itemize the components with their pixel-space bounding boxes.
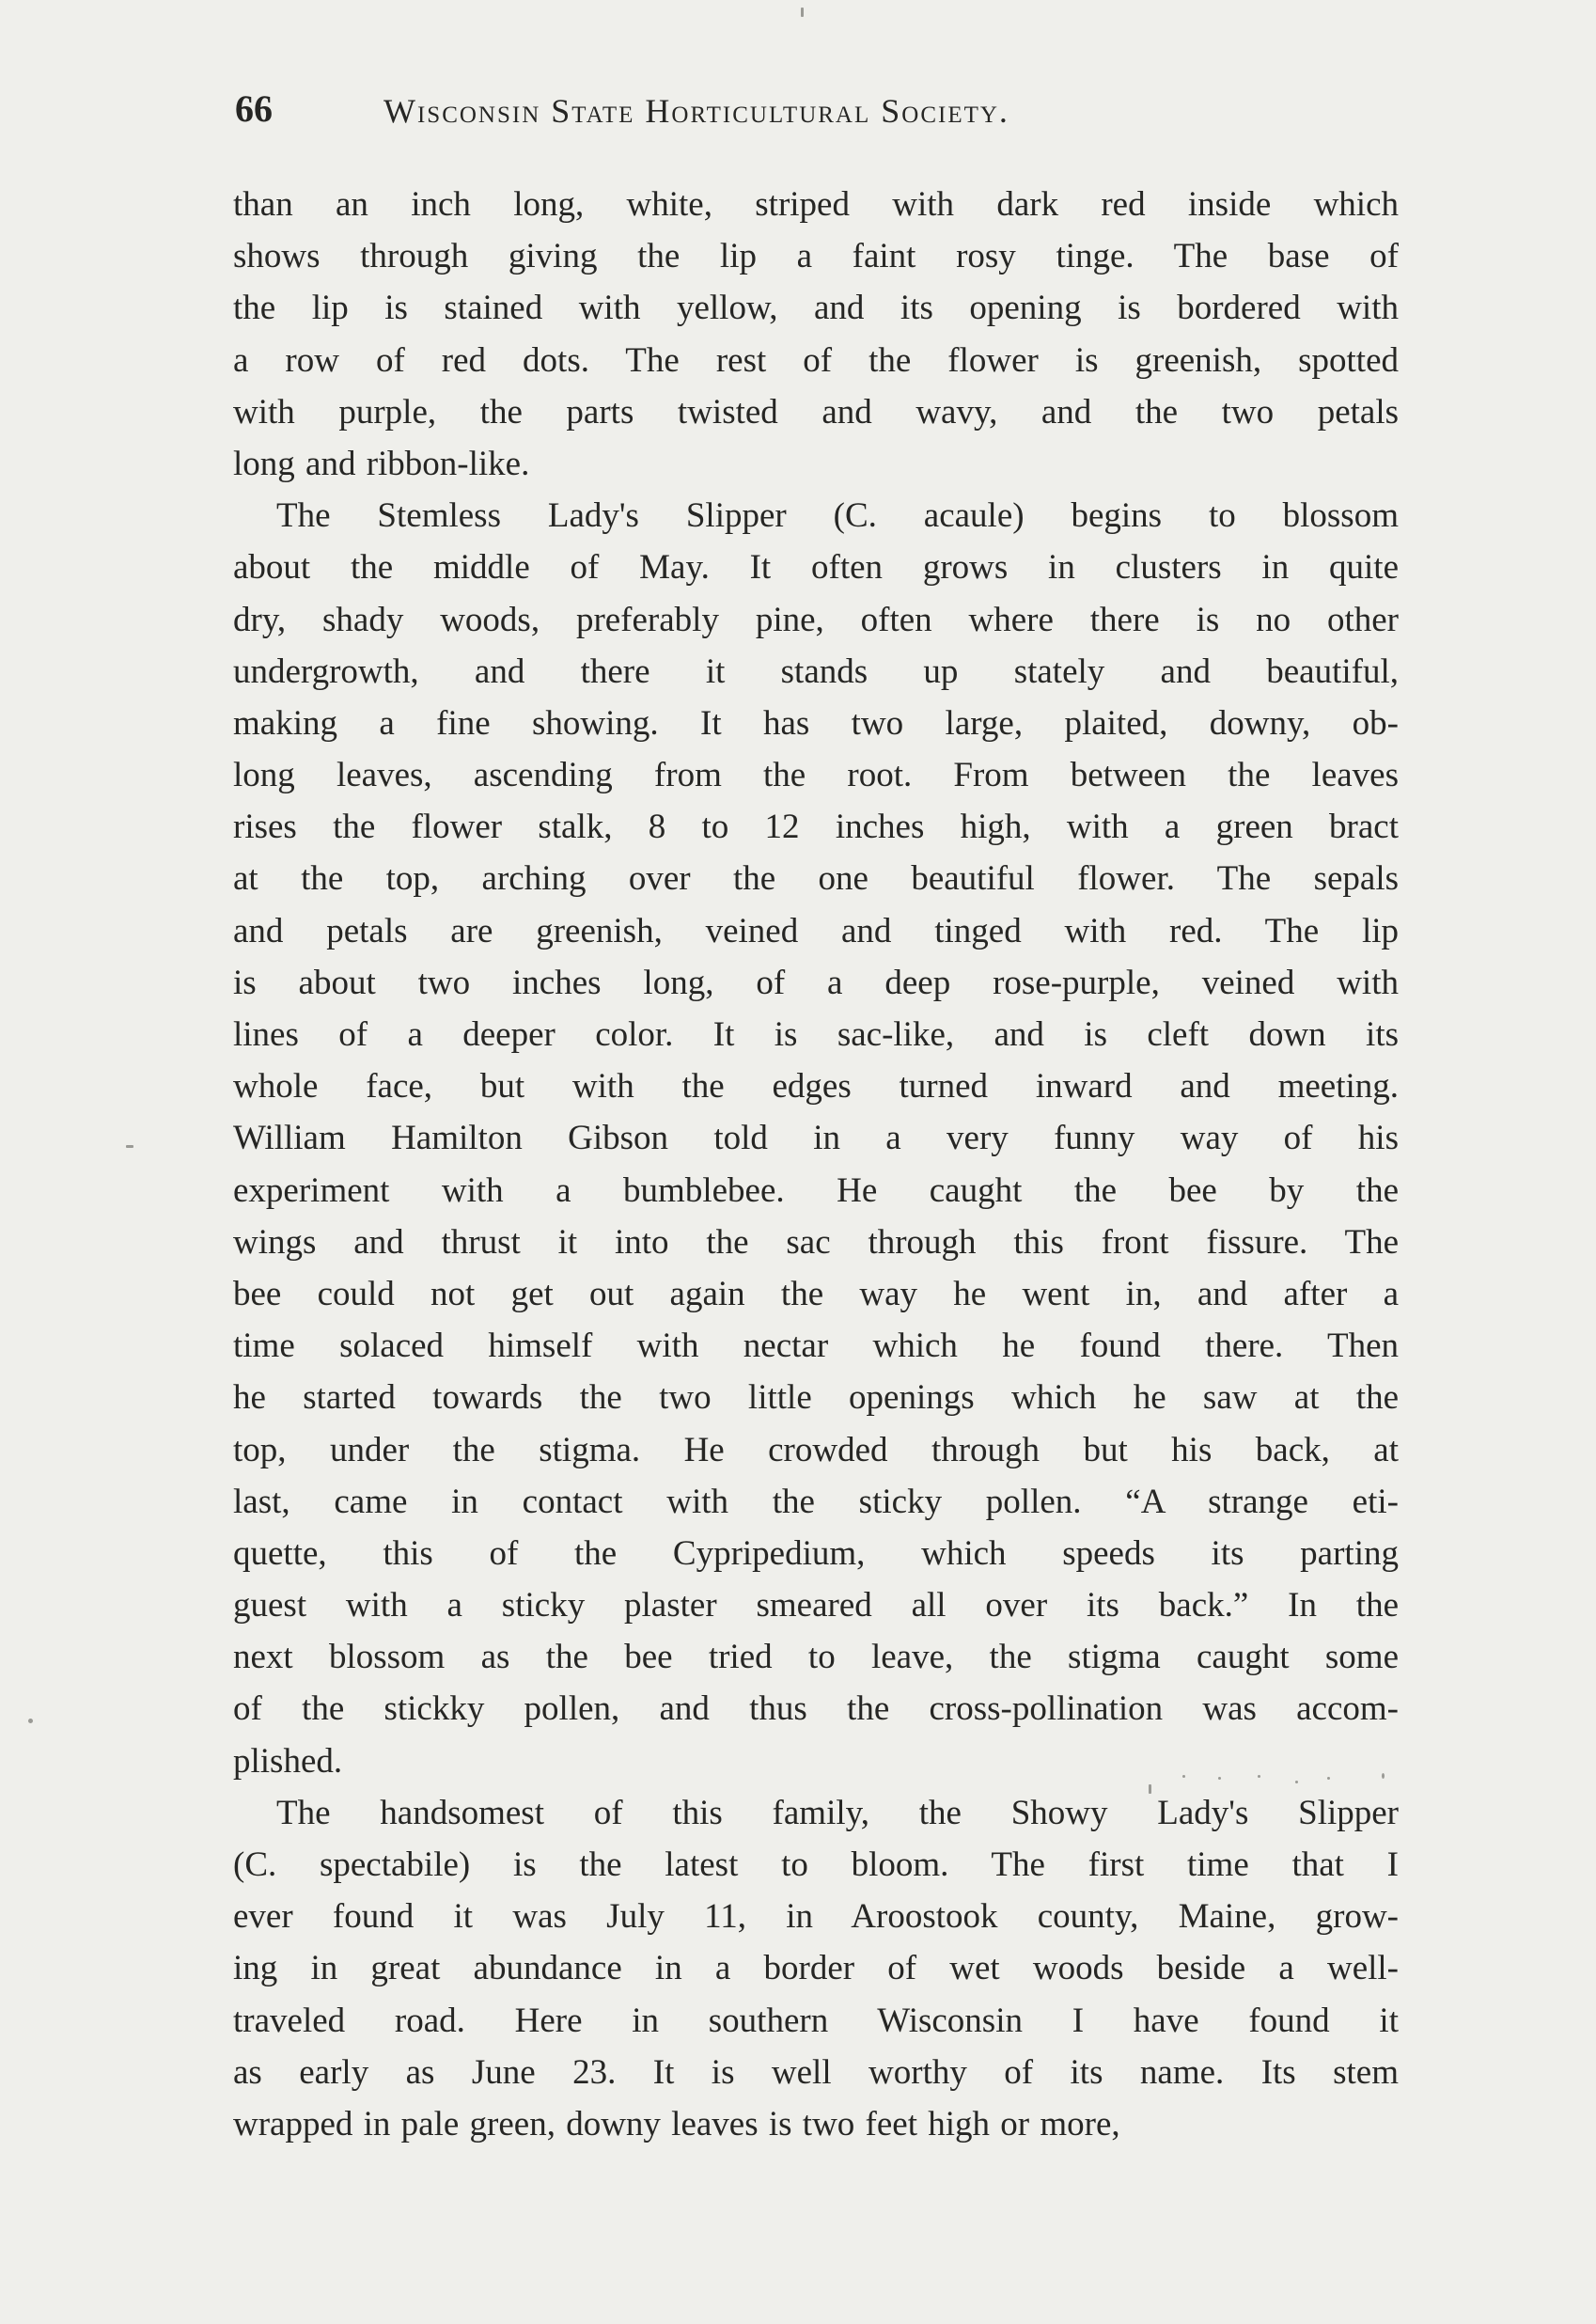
text-line: he started towards the two little openings which he saw at the (233, 1378, 1399, 1418)
text-line: William Hamilton Gibson told in a very funny way of his (233, 1119, 1399, 1158)
page-header (235, 85, 1260, 141)
paragraph (233, 1787, 1399, 2150)
text-line: undergrowth, and there it stands up stately and beautiful, (233, 652, 1399, 691)
scan-speck (1258, 1775, 1260, 1778)
scan-speck (1218, 1777, 1221, 1780)
text-line: about the middle of May. It often grows in clusters in quite (233, 548, 1399, 588)
text-line: lines of a deeper color. It is sac-like, and is cleft down its (233, 1015, 1399, 1054)
text-line: the lip is stained with yellow, and its opening is bordered with (233, 289, 1399, 328)
running-title: Wisconsin State Horticultural Society. (383, 92, 1009, 130)
paragraph (233, 179, 1399, 490)
text-line: making a fine showing. It has two large, plaited, downy, ob- (233, 703, 1399, 743)
text-line: next blossom as the bee tried to leave, the stigma caught some (233, 1638, 1399, 1677)
text-line: a row of red dots. The rest of the flower is greenish, spotted (233, 340, 1399, 380)
text-line: ever found it was July 11, in Aroostook county, Maine, grow- (233, 1897, 1399, 1937)
scan-speck (126, 1145, 133, 1148)
text-line: whole face, but with the edges turned inward and meeting. (233, 1067, 1399, 1107)
text-line: ing in great abundance in a border of wet woods beside a well- (233, 1949, 1399, 1988)
text-line: top, under the stigma. He crowded through but his back, at (233, 1430, 1399, 1469)
text-line: wings and thrust it into the sac through this front fissure. The (233, 1222, 1399, 1262)
text-line: and petals are greenish, veined and tinged with red. The lip (233, 911, 1399, 950)
text-line: long leaves, ascending from the root. From between the leaves (233, 756, 1399, 795)
text-line: last, came in contact with the sticky pollen. “A strange eti- (233, 1482, 1399, 1521)
text-line: wrapped in pale green, downy leaves is two feet high or more, (233, 2104, 1120, 2143)
scan-speck (1182, 1775, 1185, 1778)
text-line: experiment with a bumblebee. He caught the bee by the (233, 1170, 1399, 1210)
body-text (233, 179, 1399, 2150)
scan-speck (1327, 1777, 1330, 1780)
text-line: than an inch long, white, striped with dark red inside which (233, 185, 1399, 224)
text-line: shows through giving the lip a faint rosy tinge. The base of (233, 237, 1399, 276)
text-line: long and ribbon-like. (233, 444, 530, 483)
text-line: quette, this of the Cypripedium, which speeds its parting (233, 1533, 1399, 1573)
text-line: bee could not get out again the way he went in, and after a (233, 1274, 1399, 1313)
scan-speck (1382, 1773, 1385, 1779)
text-line: with purple, the parts twisted and wavy, and the two petals (233, 392, 1399, 432)
text-line: dry, shady woods, preferably pine, often where there is no other (233, 600, 1399, 639)
text-line: The Stemless Lady's Slipper (C. acaule) begins to blossom (276, 496, 1399, 536)
text-line: traveled road. Here in southern Wisconsin I have found it (233, 2001, 1399, 2040)
scan-speck (28, 1719, 33, 1723)
text-line: as early as June 23. It is well worthy of its name. Its stem (233, 2052, 1399, 2092)
scan-speck (801, 8, 804, 17)
scan-speck (1149, 1784, 1151, 1794)
text-line: of the stickky pollen, and thus the cross-pollination was accom- (233, 1689, 1399, 1729)
text-line: guest with a sticky plaster smeared all over its back.” In the (233, 1586, 1399, 1625)
text-line: (C. spectabile) is the latest to bloom. The first time that I (233, 1845, 1399, 1884)
text-line: at the top, arching over the one beautiful flower. The sepals (233, 859, 1399, 899)
text-line: plished. (233, 1741, 343, 1781)
text-line: The handsomest of this family, the Showy Lady's Slipper (276, 1793, 1399, 1832)
text-line: is about two inches long, of a deep rose-purple, veined with (233, 963, 1399, 1002)
page-number: 66 (235, 87, 273, 130)
text-line: time solaced himself with nectar which he found there. Then (233, 1327, 1399, 1366)
scan-speck (1295, 1781, 1298, 1783)
paragraph (233, 490, 1399, 1787)
text-line: rises the flower stalk, 8 to 12 inches high, with a green bract (233, 808, 1399, 847)
